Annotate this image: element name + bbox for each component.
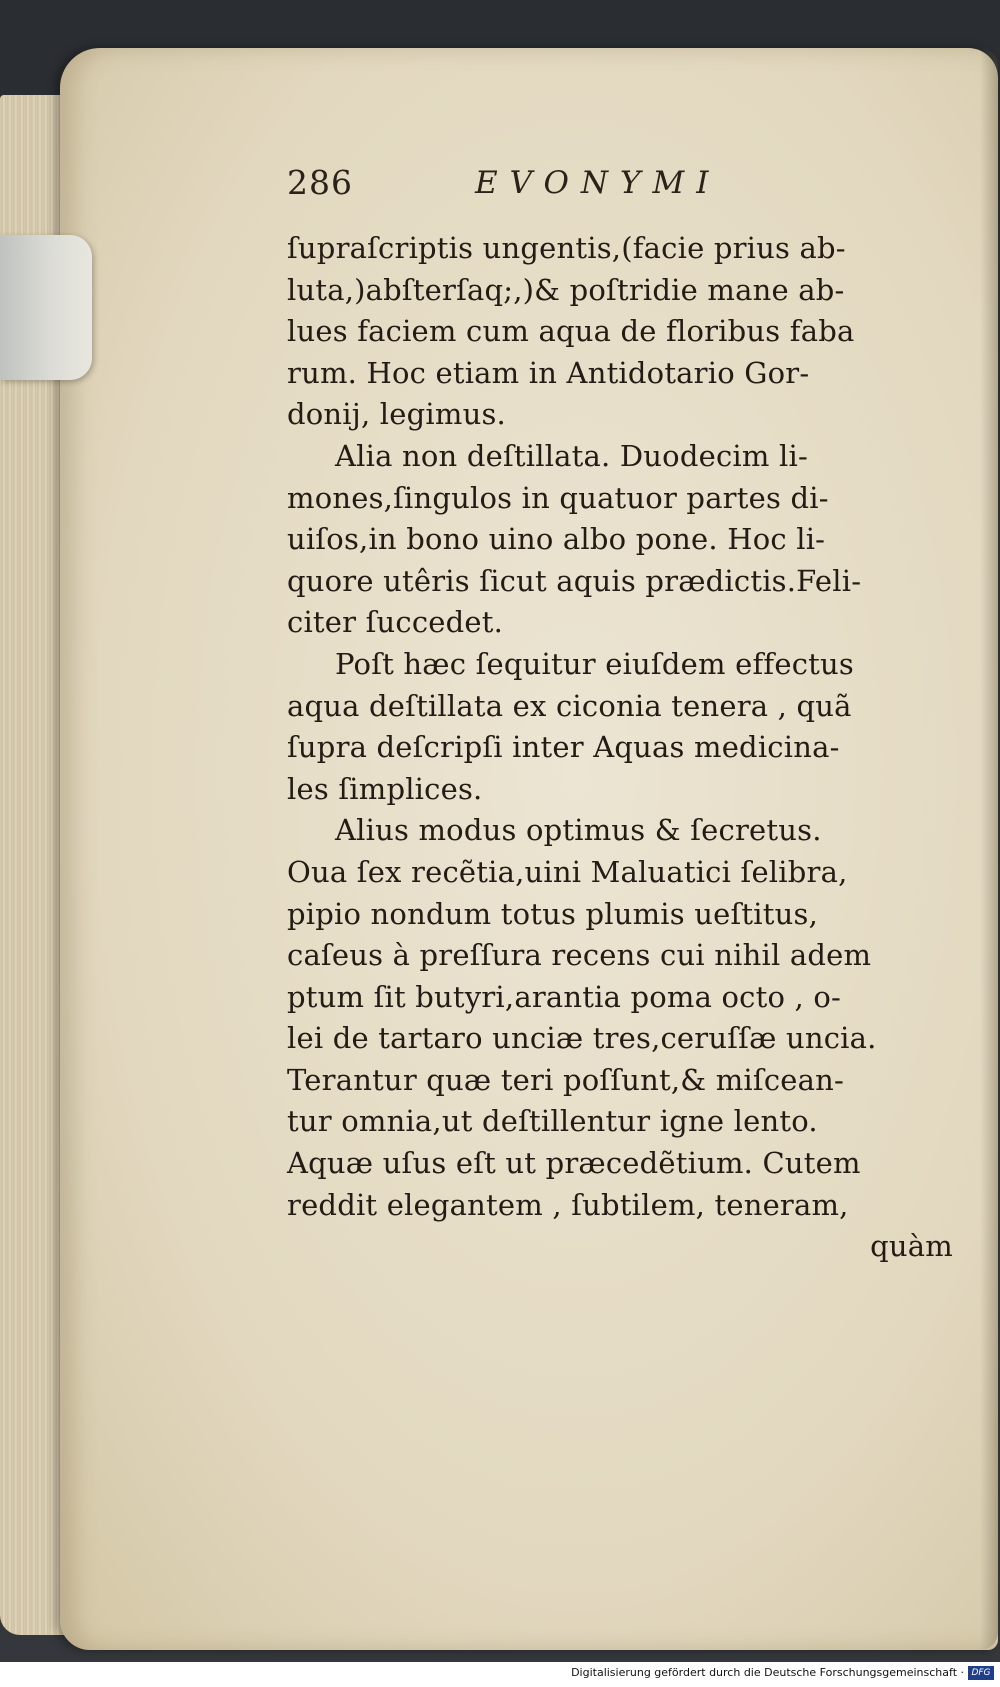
funding-credit: Digitalisierung gefördert durch die Deutsche Forschungsgemeinschaft · (571, 1666, 964, 1679)
text-line: ſupraſcriptis ungentis,(facie prius ab- (287, 231, 846, 265)
text-line: rum. Hoc etiam in Antidotario Gor- (287, 355, 810, 390)
text-line: mones,ſingulos in quatuor partes di- (287, 480, 829, 515)
text-line: tur omnia,ut deſtillentur igne lento. (287, 1104, 818, 1139)
page-number: 286 (287, 163, 353, 202)
text-line: Oua ſex recẽtia,uini Maluatici ſelibra, (287, 854, 848, 889)
text-line: caſeus à preſſura recens cui nihil adem (287, 938, 872, 973)
text-line: lues faciem cum aqua de floribus faba (287, 314, 855, 349)
dfg-logo-icon: DFG (968, 1666, 994, 1680)
text-line: Poſt hæc ſequitur eiuſdem effectus (335, 646, 854, 681)
body-text (287, 228, 957, 1268)
text-line: lei de tartaro unciæ tres,ceruſſæ uncia. (287, 1021, 877, 1056)
catchword: quàm (870, 1229, 953, 1264)
text-line: pipio nondum totus plumis ueſtitus, (287, 896, 818, 931)
text-line: quore utêris ſicut aquis prædictis.Feli- (287, 563, 862, 598)
text-line: donij, legimus. (287, 397, 506, 432)
text-line: les ſimplices. (287, 771, 483, 806)
text-line: Terantur quæ teri poſſunt,& miſcean- (287, 1062, 845, 1097)
text-line: ſupra deſcripſi inter Aquas medicina- (287, 730, 840, 765)
text-line: luta,)abſterſaq;,)& poſtridie mane ab- (287, 272, 845, 307)
text-line: aqua deſtillata ex ciconia tenera , quã (287, 688, 852, 723)
text-line: uiſos,in bono uino albo pone. Hoc li- (287, 522, 826, 557)
text-line: Alia non deſtillata. Duodecim li- (335, 438, 808, 473)
text-line: reddit elegantem , ſubtilem, teneram, (287, 1187, 849, 1222)
text-line: Alius modus optimus & ſecretus. (335, 813, 822, 848)
text-line: Aquæ uſus eſt ut præcedẽtium. Cutem (287, 1146, 861, 1181)
running-title: EVONYMI (475, 165, 721, 201)
bookmark-strip (0, 235, 92, 380)
page-edge-shadow (980, 48, 998, 1650)
text-line: ptum ſit butyri,arantia poma octo , o- (287, 979, 842, 1014)
digitization-footer (0, 1662, 1000, 1687)
text-line: citer ſuccedet. (287, 605, 504, 640)
page-header (287, 163, 947, 223)
